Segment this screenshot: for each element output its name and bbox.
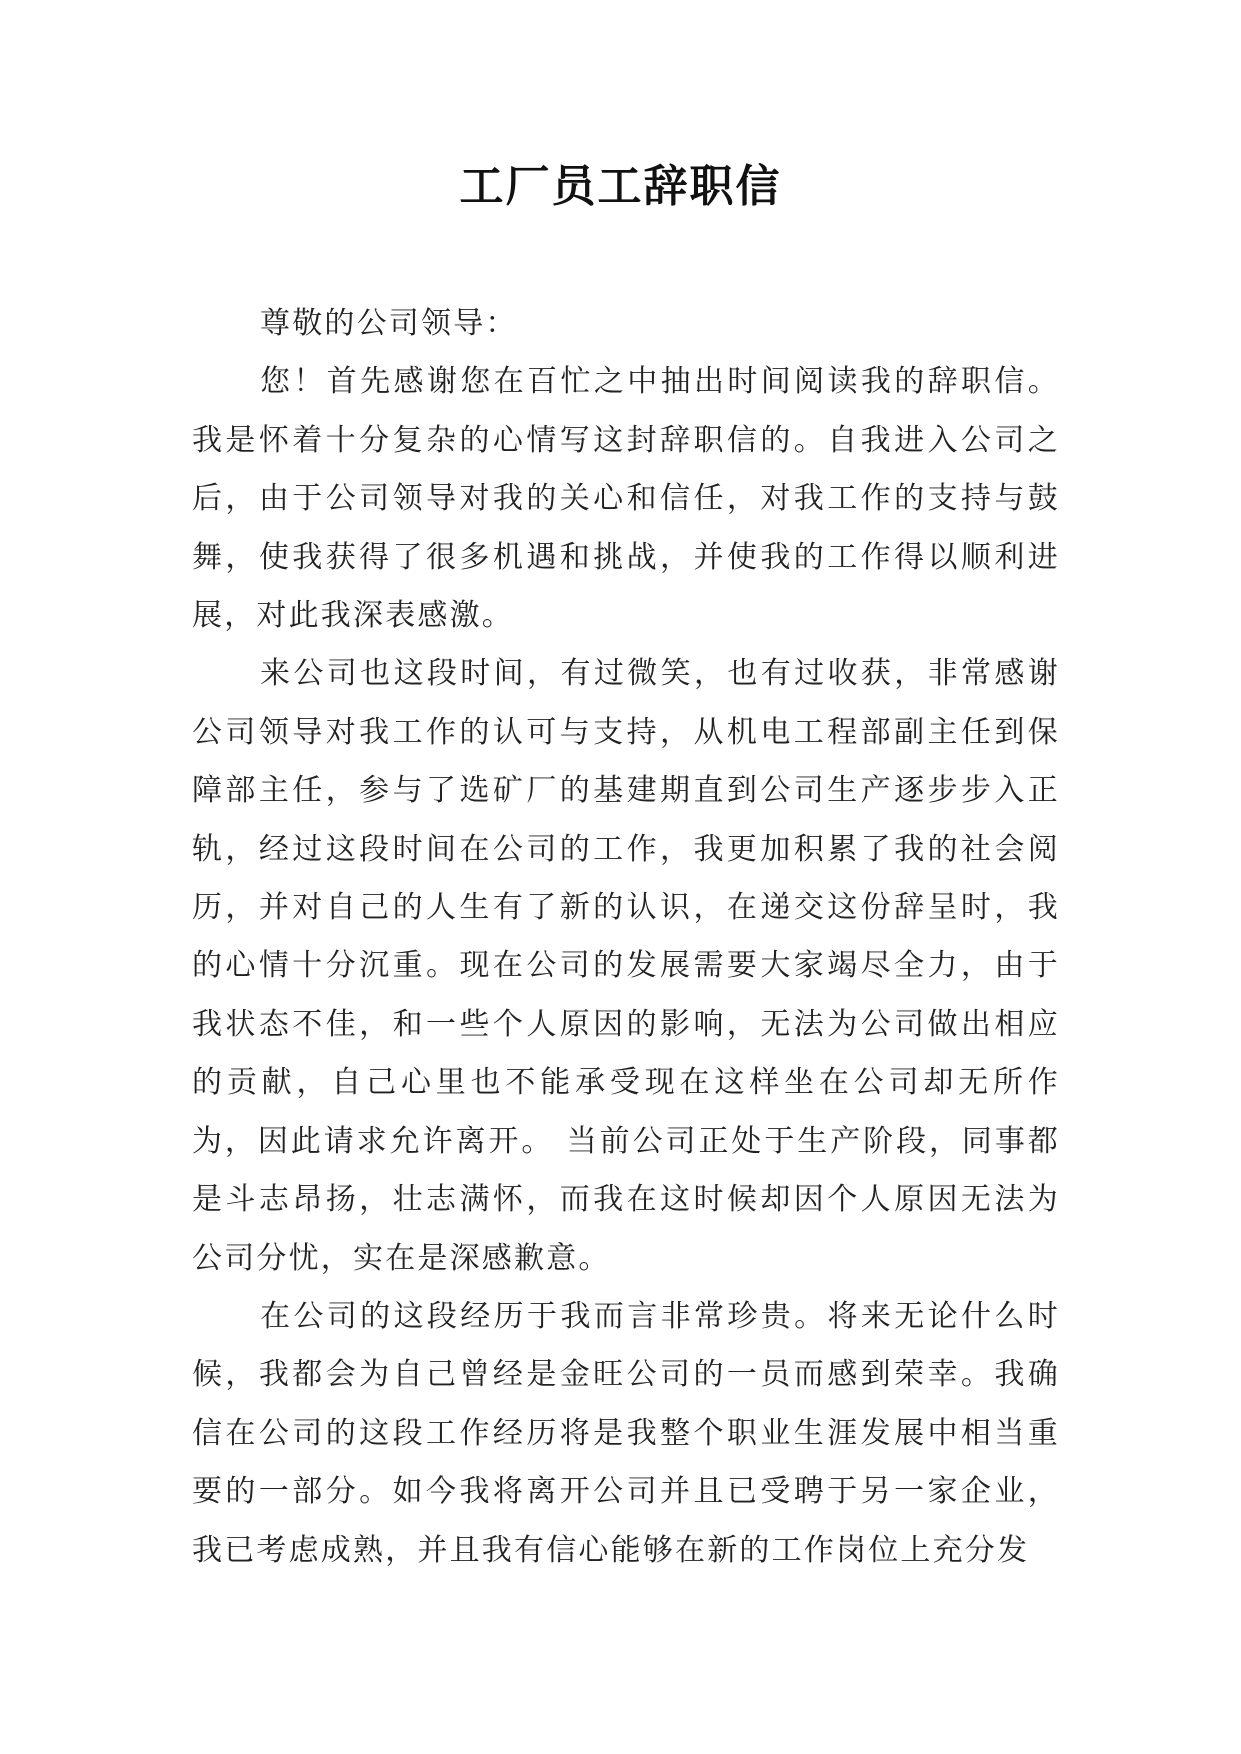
salutation: 尊敬的公司领导： (260, 306, 518, 341)
document-title: 工厂员工辞职信 (459, 161, 782, 212)
letter-body (192, 295, 1060, 1580)
paragraph-1: 您！首先感谢您在百忙之中抽出时间阅读我的辞职信。我是怀着十分复杂的心情写这封辞职信的。自我进入公司之后，由于公司领导对我的关心和信任，对我工作的支持与鼓舞，使我获得了很多机遇和挑战，并使我的工作得以顺利进展，对此我深表感激。 (192, 364, 1060, 634)
paragraph-2: 来公司也这段时间，有过微笑，也有过收获，非常感谢公司领导对我工作的认可与支持，从机电工程部副主任到保障部主任，参与了选矿厂的基建期直到公司生产逐步步入正轨，经过这段时间在公司的工作，我更加积累了我的社会阅历，并对自己的人生有了新的认识，在递交这份辞呈时，我的心情十分沉重。现在公司的发展需要大家竭尽全力，由于我状态不佳，和一些个人原因的影响，无法为公司做出相应的贡献，自己心里也不能承受现在这样坐在公司却无所作为，因此请求允许离开。 当前公司正处于生产阶段，同事都是斗志昂扬，壮志满怀，而我在这时候却因个人原因无法为公司分忧，实在是深感歉意。 (192, 656, 1060, 1276)
paragraph-3: 在公司的这段经历于我而言非常珍贵。将来无论什么时候，我都会为自己曾经是金旺公司的一员而感到荣幸。我确信在公司的这段工作经历将是我整个职业生涯发展中相当重要的一部分。如今我将离开公司并且已受聘于另一家企业，我已考虑成熟，并且我有信心能够在新的工作岗位上充分发 (192, 1298, 1060, 1568)
